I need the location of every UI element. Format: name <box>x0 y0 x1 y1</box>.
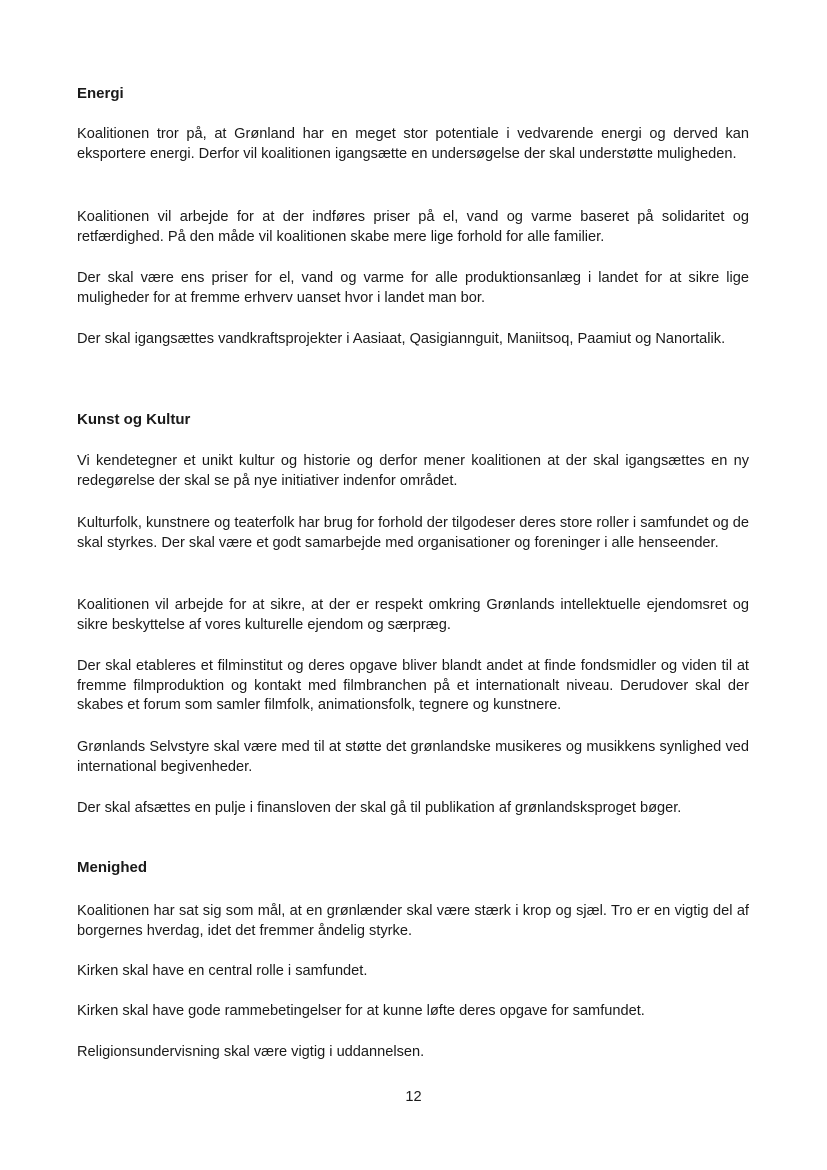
section-heading-energi: Energi <box>77 85 124 102</box>
paragraph: Kulturfolk, kunstnere og teaterfolk har brug for forhold der tilgodeser deres store roller i samfundet og de skal styrkes. Der skal være et godt samarbejde med organisationer og foreninger i alle henseender. <box>77 515 749 551</box>
paragraph: Kirken skal have en central rolle i samfundet. <box>77 963 368 979</box>
paragraph: Koalitionen har sat sig som mål, at en grønlænder skal være stærk i krop og sjæl. Tro er en vigtig del af borgernes hverdag, idet det fremmer åndelig styrke. <box>77 903 749 939</box>
paragraph: Kirken skal have gode rammebetingelser for at kunne løfte deres opgave for samfundet. <box>77 1003 645 1019</box>
paragraph: Koalitionen vil arbejde for at sikre, at der er respekt omkring Grønlands intellektuelle ejendomsret og sikre beskyttelse af vores kulturelle ejendom og særpræg. <box>77 597 749 633</box>
paragraph: Der skal afsættes en pulje i finansloven der skal gå til publikation af grønlandsksproget bøger. <box>77 800 682 816</box>
paragraph: Koalitionen vil arbejde for at der indføres priser på el, vand og varme baseret på solidaritet og retfærdighed. På den måde vil koalitionen skabe mere lige forhold for alle familier. <box>77 209 749 245</box>
paragraph: Der skal være ens priser for el, vand og varme for alle produktionsanlæg i landet for at sikre lige muligheder for at fremme erhverv uanset hvor i landet man bor. <box>77 270 749 306</box>
section-heading-kunst-og-kultur: Kunst og Kultur <box>77 411 191 428</box>
paragraph: Koalitionen tror på, at Grønland har en meget stor potentiale i vedvarende energi og derved kan eksportere energi. Derfor vil koalitionen igangsætte en undersøgelse der skal understøtte muligheden. <box>77 126 749 162</box>
paragraph: Der skal etableres et filminstitut og deres opgave bliver blandt andet at finde fondsmidler og viden til at fremme filmproduktion og kontakt med filmbranchen på et internationalt niveau. Derudover skal der skabes et forum som samler filmfolk, animationsfolk, tegnere og kunstnere. <box>77 658 749 713</box>
paragraph: Der skal igangsættes vandkraftsprojekter i Aasiaat, Qasigiannguit, Maniitsoq, Paamiut og Nanortalik. <box>77 331 726 347</box>
paragraph: Vi kendetegner et unikt kultur og historie og derfor mener koalitionen at der skal igangsættes en ny redegørelse der skal se på nye initiativer indenfor området. <box>77 453 749 489</box>
paragraph: Grønlands Selvstyre skal være med til at støtte det grønlandske musikeres og musikkens synlighed ved international begivenheder. <box>77 739 749 775</box>
section-heading-menighed: Menighed <box>77 859 147 876</box>
page-number: 12 <box>405 1089 422 1105</box>
paragraph: Religionsundervisning skal være vigtig i uddannelsen. <box>77 1044 425 1060</box>
